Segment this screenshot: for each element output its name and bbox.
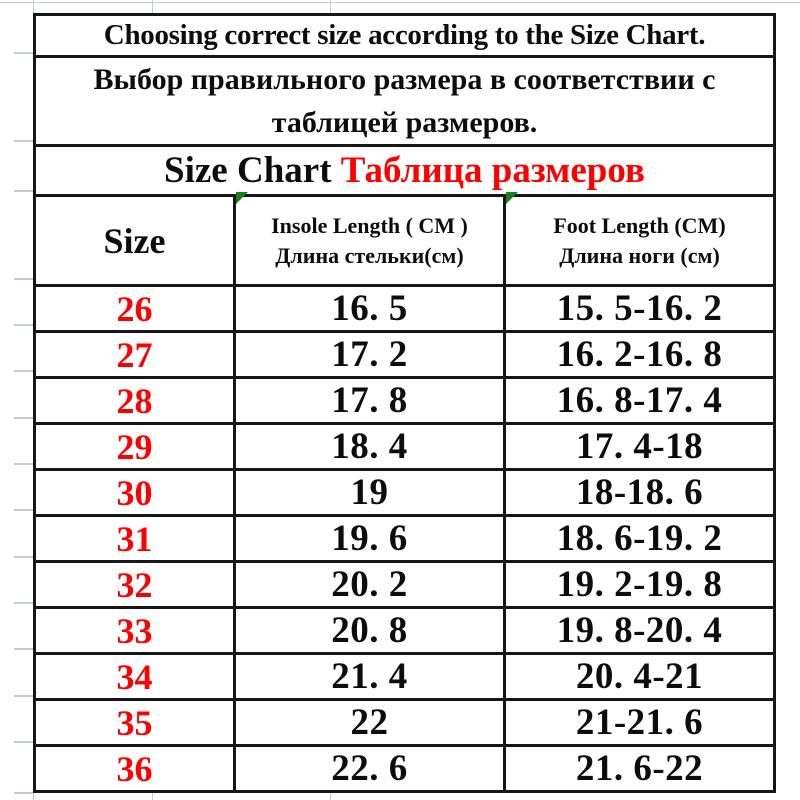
foot-cell: 21-21. 6 bbox=[505, 700, 775, 746]
insole-cell: 22. 6 bbox=[235, 746, 505, 792]
gridline-top bbox=[0, 2, 800, 3]
gridline-col-a-top bbox=[33, 0, 34, 13]
foot-cell: 20. 4-21 bbox=[505, 654, 775, 700]
table-row bbox=[35, 700, 775, 746]
foot-cell: 19. 8-20. 4 bbox=[505, 608, 775, 654]
insole-cell: 22 bbox=[235, 700, 505, 746]
table-row bbox=[35, 424, 775, 470]
table-row bbox=[35, 608, 775, 654]
table-row bbox=[35, 746, 775, 792]
size-cell: 35 bbox=[35, 700, 235, 746]
gridline-row-stub bbox=[14, 741, 33, 743]
gridline-row-stub bbox=[14, 52, 33, 54]
size-chart-table bbox=[33, 13, 776, 793]
header-foot-length bbox=[505, 196, 775, 286]
size-cell: 36 bbox=[35, 746, 235, 792]
gridline-row-stub bbox=[14, 140, 33, 142]
gridline-row-stub bbox=[14, 417, 33, 419]
size-chart-heading-en: Size Chart bbox=[164, 150, 332, 191]
table-row bbox=[35, 286, 775, 332]
insole-cell: 21. 4 bbox=[235, 654, 505, 700]
foot-cell: 18. 6-19. 2 bbox=[505, 516, 775, 562]
size-cell: 26 bbox=[35, 286, 235, 332]
banner-russian-text bbox=[35, 57, 775, 146]
banner-russian-line-2: таблицей размеров. bbox=[271, 106, 538, 139]
table-row bbox=[35, 378, 775, 424]
table-row bbox=[35, 470, 775, 516]
insole-cell: 20. 8 bbox=[235, 608, 505, 654]
size-chart-table-wrapper bbox=[33, 13, 776, 793]
header-insole-length bbox=[235, 196, 505, 286]
foot-cell: 16. 2-16. 8 bbox=[505, 332, 775, 378]
insole-cell: 17. 8 bbox=[235, 378, 505, 424]
size-cell: 28 bbox=[35, 378, 235, 424]
size-cell: 34 bbox=[35, 654, 235, 700]
gridline-col-b-top bbox=[152, 0, 153, 13]
gridline-row-stub bbox=[14, 463, 33, 465]
size-cell: 30 bbox=[35, 470, 235, 516]
banner-row-russian bbox=[35, 57, 775, 146]
foot-cell: 21. 6-22 bbox=[505, 746, 775, 792]
size-chart-heading-ru: Таблица размеров bbox=[340, 150, 645, 191]
size-cell: 29 bbox=[35, 424, 235, 470]
foot-cell: 17. 4-18 bbox=[505, 424, 775, 470]
insole-cell: 19. 6 bbox=[235, 516, 505, 562]
table-row bbox=[35, 516, 775, 562]
size-cell: 31 bbox=[35, 516, 235, 562]
gridline-row-stub bbox=[14, 324, 33, 326]
size-cell: 32 bbox=[35, 562, 235, 608]
insole-cell: 18. 4 bbox=[235, 424, 505, 470]
insole-cell: 16. 5 bbox=[235, 286, 505, 332]
header-foot-length-ru: Длина ноги (см) bbox=[559, 242, 720, 268]
foot-cell: 18-18. 6 bbox=[505, 470, 775, 516]
table-row bbox=[35, 332, 775, 378]
foot-cell: 15. 5-16. 2 bbox=[505, 286, 775, 332]
banner-english-text: Choosing correct size according to the Size Chart. bbox=[35, 15, 775, 57]
banner-russian-line-1: Выбор правильного размера в соответствии с bbox=[93, 63, 716, 96]
gridline-row-stub bbox=[14, 278, 33, 280]
header-foot-length-en: Foot Length (CM) bbox=[553, 212, 726, 238]
size-cell: 27 bbox=[35, 332, 235, 378]
table-row bbox=[35, 562, 775, 608]
size-chart-heading bbox=[35, 146, 775, 196]
gridline-row-stub bbox=[14, 556, 33, 558]
foot-cell: 19. 2-19. 8 bbox=[505, 562, 775, 608]
gridline-row-stub bbox=[14, 792, 33, 794]
gridline-row-stub bbox=[14, 370, 33, 372]
size-chart-heading-row bbox=[35, 146, 775, 196]
size-cell: 33 bbox=[35, 608, 235, 654]
gridline-row-stub bbox=[14, 509, 33, 511]
gridline-row-stub bbox=[14, 602, 33, 604]
table-header-row bbox=[35, 196, 775, 286]
table-row bbox=[35, 654, 775, 700]
header-size: Size bbox=[35, 196, 235, 286]
gridline-row-stub bbox=[14, 190, 33, 192]
insole-cell: 19 bbox=[235, 470, 505, 516]
gridline-row-stub bbox=[14, 695, 33, 697]
insole-cell: 20. 2 bbox=[235, 562, 505, 608]
banner-row-english bbox=[35, 15, 775, 57]
insole-cell: 17. 2 bbox=[235, 332, 505, 378]
gridline-col-c-top bbox=[330, 0, 331, 13]
gridline-row-stub bbox=[14, 648, 33, 650]
foot-cell: 16. 8-17. 4 bbox=[505, 378, 775, 424]
header-insole-length-en: Insole Length ( CM ) bbox=[271, 212, 468, 238]
header-insole-length-ru: Длина стельки(см) bbox=[275, 242, 464, 268]
